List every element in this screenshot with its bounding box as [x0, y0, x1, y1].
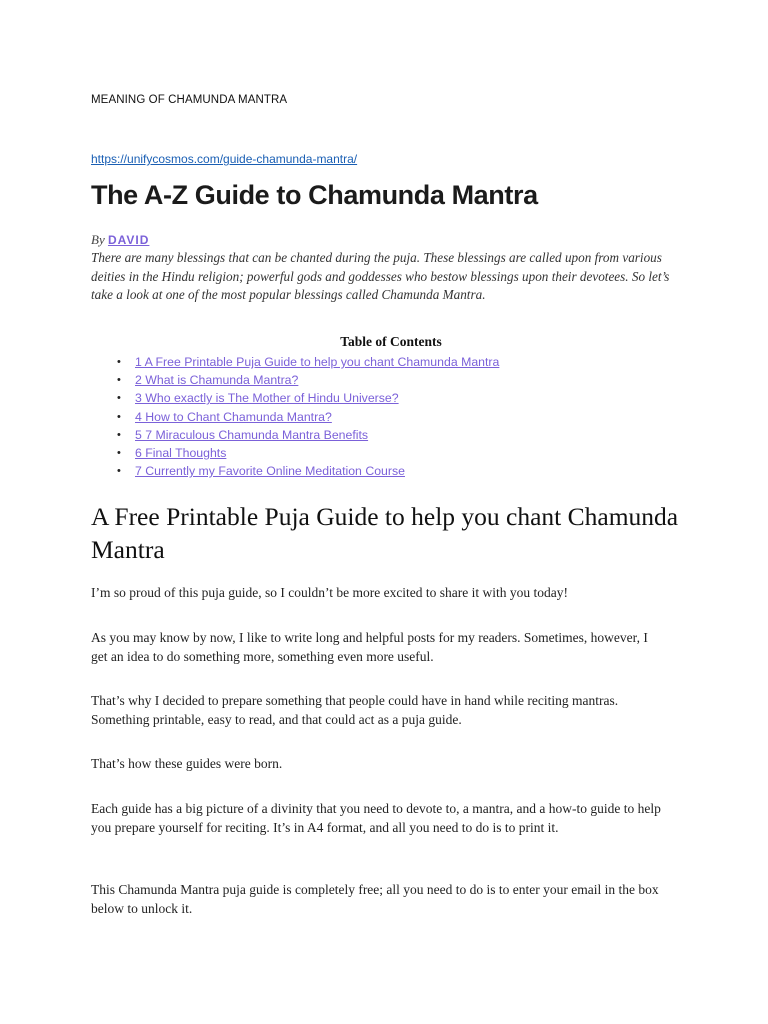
- bullet-icon: •: [117, 410, 121, 423]
- body-paragraph: This Chamunda Mantra puja guide is completely free; all you need to do is to enter your email in the box below to unlock it.: [91, 882, 659, 916]
- body-paragraph: As you may know by now, I like to write long and helpful posts for my readers. Sometimes, however, I get an idea to do something more, something even more useful.: [91, 630, 648, 664]
- bullet-icon: •: [117, 428, 121, 441]
- bullet-icon: •: [117, 356, 121, 368]
- body-paragraph: That’s why I decided to prepare something that people could have in hand while reciting mantras. Something printable, easy to read, and that could act as a puja guide.: [91, 693, 619, 727]
- body-paragraph: I’m so proud of this puja guide, so I couldn’t be more excited to share it with you today!: [91, 585, 569, 600]
- body-paragraph: That’s how these guides were born.: [91, 756, 283, 771]
- toc-link-final-thoughts[interactable]: 6 Final Thoughts: [135, 445, 227, 460]
- toc-link-how-to-chant[interactable]: 4 How to Chant Chamunda Mantra?: [135, 409, 332, 424]
- section-heading: A Free Printable Puja Guide to help you chant Chamunda Mantra: [91, 502, 679, 564]
- article-intro: There are many blessings that can be chanted during the puja. These blessings are called upon from various deities in the Hindu religion; powerful gods and goddesses who bestow blessings upon their devotees. So let’s take a look at one of the most popular blessings called Chamunda Mantra.: [91, 250, 670, 302]
- toc-link-mother-of-hindu-universe[interactable]: 3 Who exactly is The Mother of Hindu Universe?: [135, 391, 399, 406]
- article-title: The A-Z Guide to Chamunda Mantra: [91, 180, 538, 210]
- toc-link-free-printable-guide[interactable]: 1 A Free Printable Puja Guide to help you chant Chamunda Mantra: [135, 355, 500, 369]
- bullet-icon: •: [117, 374, 121, 387]
- bullet-icon: •: [117, 392, 121, 405]
- bullet-icon: •: [117, 446, 121, 459]
- source-url-link[interactable]: https://unifycosmos.com/guide-chamunda-mantra/: [91, 152, 358, 166]
- toc-title: Table of Contents: [340, 334, 442, 349]
- byline-prefix: By: [91, 232, 105, 247]
- toc-link-meditation-course[interactable]: 7 Currently my Favorite Online Meditation Course: [135, 464, 405, 479]
- toc-link-mantra-benefits[interactable]: 5 7 Miraculous Chamunda Mantra Benefits: [135, 427, 369, 442]
- byline: [91, 232, 149, 248]
- body-paragraph: Each guide has a big picture of a divinity that you need to devote to, a mantra, and a how-to guide to help you prepare yourself for reciting. It’s in A4 format, and all you need to do is to print it.: [91, 801, 661, 835]
- bullet-icon: •: [117, 465, 121, 478]
- toc-link-what-is-chamunda-mantra[interactable]: 2 What is Chamunda Mantra?: [135, 373, 299, 388]
- document-label: MEANING OF CHAMUNDA MANTRA: [91, 94, 288, 106]
- author-link[interactable]: DAVID: [107, 233, 150, 247]
